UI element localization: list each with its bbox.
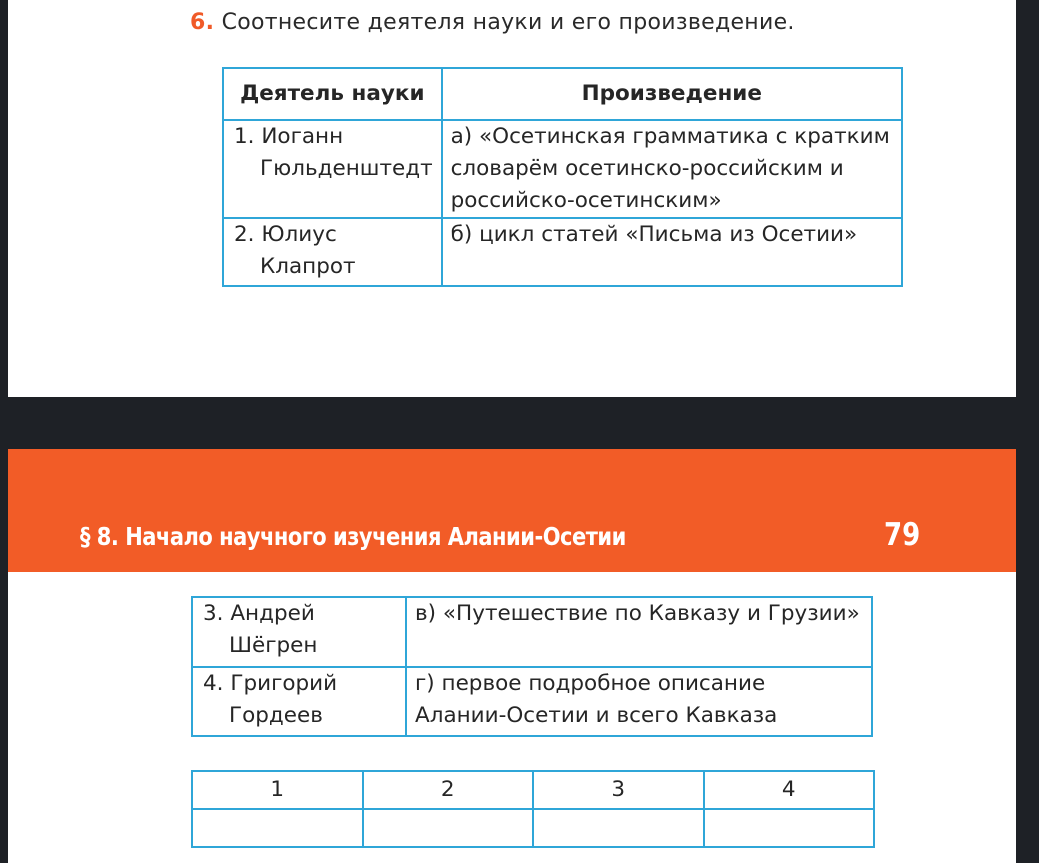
matching-table-1 — [222, 67, 903, 287]
section-title: § 8. Начало научного изучения Алании-Осетии — [80, 522, 626, 551]
task-text: Соотнесите деятеля науки и его произведение. — [221, 10, 795, 35]
answer-row — [192, 809, 874, 847]
work-cell: а) «Осетинская грамматика с кратким словарём осетинско-российским и российско-осетинским» — [442, 120, 902, 218]
table-row — [192, 667, 872, 736]
scientist-cell — [223, 218, 442, 286]
scientist-name-line1: 2. Юлиус — [234, 222, 337, 247]
answer-cell[interactable] — [533, 809, 704, 847]
scientist-cell — [192, 597, 406, 667]
scientist-cell — [192, 667, 406, 736]
header-scientist: Деятель науки — [223, 68, 442, 120]
table-row — [192, 597, 872, 667]
scientist-name-line2: Гордеев — [229, 703, 323, 728]
task-number: 6. — [190, 10, 215, 35]
answer-table — [191, 770, 875, 848]
scientist-name-line2: Гюльденштедт — [260, 156, 433, 181]
scientist-name-line2: Клапрот — [260, 254, 356, 279]
answer-cell[interactable] — [192, 809, 363, 847]
scientist-name-line1: 3. Андрей — [203, 601, 315, 626]
work-cell: в) «Путешествие по Кавказу и Грузии» — [406, 597, 872, 667]
task-heading — [190, 10, 795, 35]
answer-header-cell: 4 — [704, 771, 875, 809]
table-row — [223, 120, 902, 218]
page-number: 79 — [884, 517, 921, 553]
section-header-band — [8, 449, 1016, 572]
answer-header-row — [192, 771, 874, 809]
work-cell: г) первое подробное описание Алании-Осетии и всего Кавказа — [406, 667, 872, 736]
answer-header-cell: 2 — [363, 771, 534, 809]
table-header-row — [223, 68, 902, 120]
scientist-name-line2: Шёгрен — [229, 633, 318, 658]
table-row — [223, 218, 902, 286]
answer-header-cell: 1 — [192, 771, 363, 809]
work-cell: б) цикл статей «Письма из Осетии» — [442, 218, 902, 286]
matching-table-2 — [191, 596, 873, 737]
answer-cell[interactable] — [363, 809, 534, 847]
answer-header-cell: 3 — [533, 771, 704, 809]
header-work: Произведение — [442, 68, 902, 120]
answer-cell[interactable] — [704, 809, 875, 847]
scientist-name-line1: 4. Григорий — [203, 671, 338, 696]
scientist-name-line1: 1. Иоганн — [234, 124, 344, 149]
scientist-cell — [223, 120, 442, 218]
